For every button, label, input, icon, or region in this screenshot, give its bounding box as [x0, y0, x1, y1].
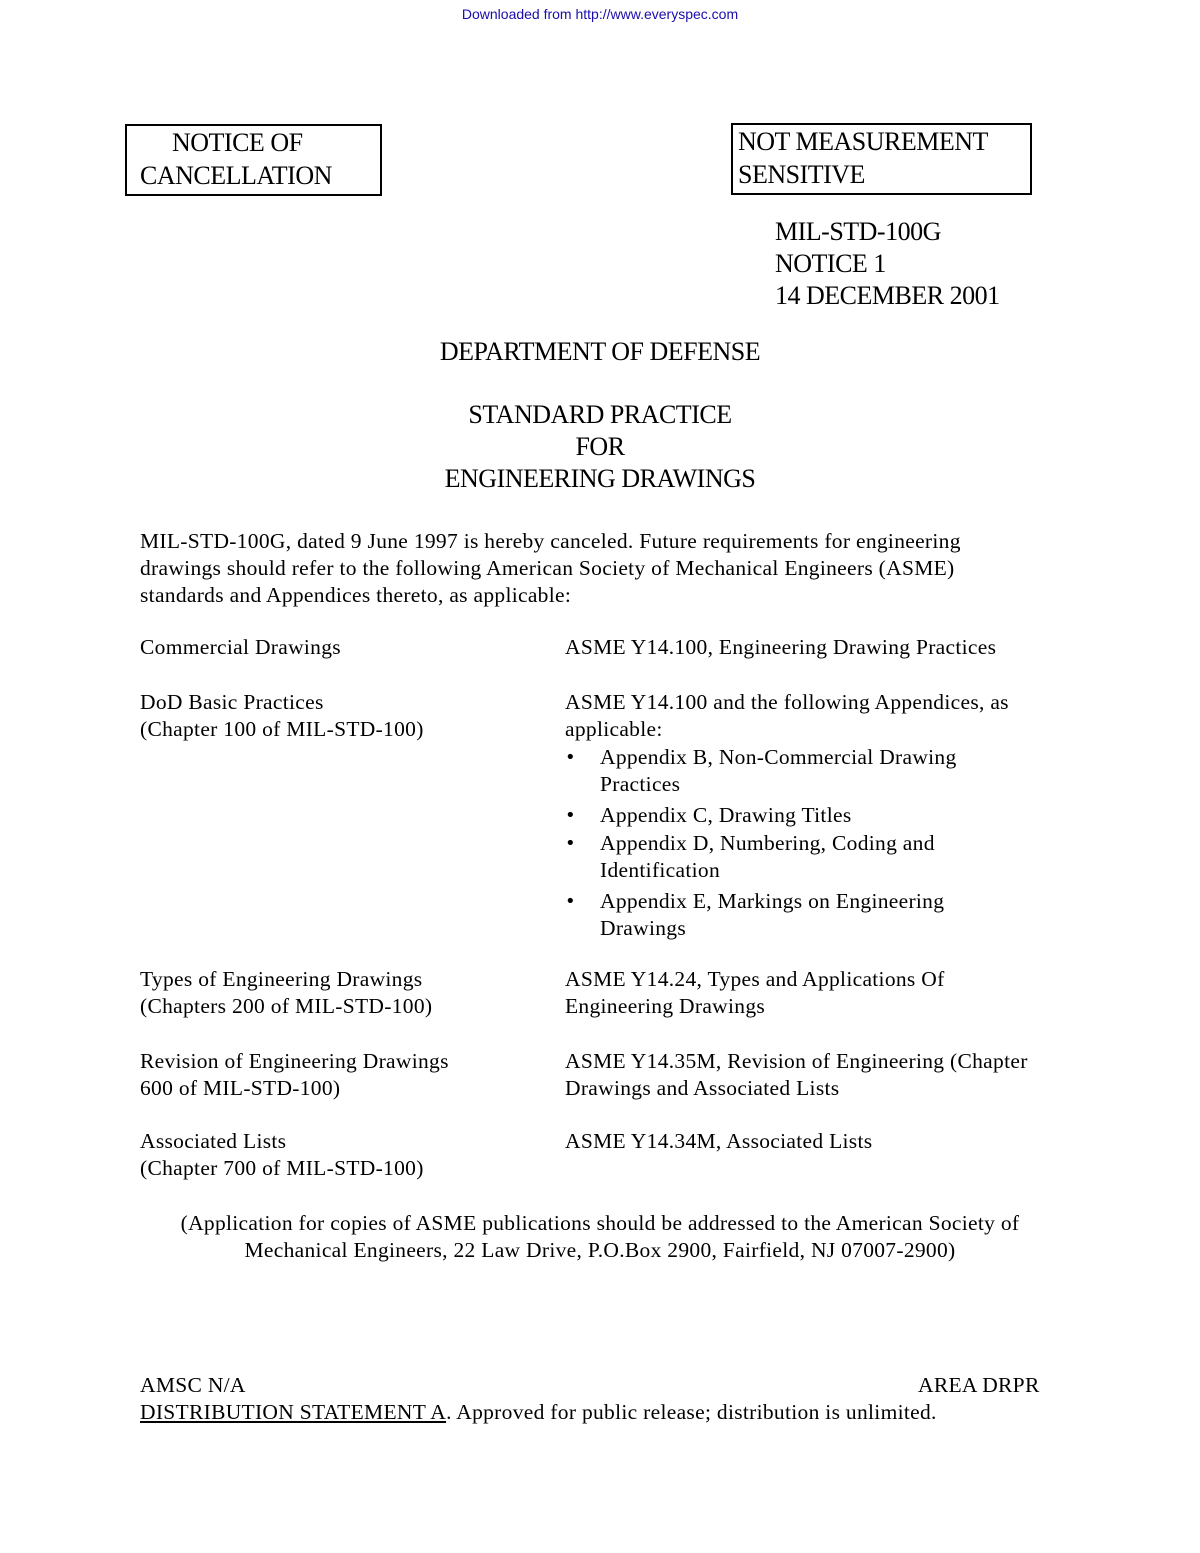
appendix-b-item	[565, 744, 957, 798]
appendix-e-item	[565, 888, 957, 942]
title-line-3: ENGINEERING DRAWINGS	[444, 464, 756, 493]
notice-number: NOTICE 1	[775, 249, 886, 278]
appendix-text: Appendix E, Markings on Engineering	[600, 889, 945, 913]
box-right-line-1: NOT MEASUREMENT	[738, 127, 988, 156]
row-standard: ASME Y14.24, Types and Applications Of	[565, 967, 945, 991]
box-left-line-2: CANCELLATION	[140, 161, 332, 190]
row-dod-basic-left	[140, 689, 424, 743]
row-commercial-left	[140, 634, 341, 661]
distribution-statement	[140, 1399, 937, 1426]
distribution-statement-text: . Approved for public release; distribution is unlimited.	[446, 1400, 937, 1424]
not-measurement-sensitive-box	[731, 123, 1032, 195]
application-note-line: Mechanical Engineers, 22 Law Drive, P.O.Box 2900, Fairfield, NJ 07007-2900)	[244, 1238, 956, 1262]
document-number: MIL-STD-100G	[775, 217, 941, 246]
title-line-2: FOR	[575, 432, 625, 461]
application-note	[0, 1210, 1200, 1264]
row-label-chapter: (Chapters 200 of MIL-STD-100)	[140, 994, 433, 1018]
department-title: DEPARTMENT OF DEFENSE	[439, 337, 761, 366]
distribution-statement-label: DISTRIBUTION STATEMENT A	[140, 1400, 447, 1424]
intro-line: standards and Appendices thereto, as applicable:	[140, 583, 572, 607]
row-standard: applicable:	[565, 717, 663, 741]
row-standard: ASME Y14.100, Engineering Drawing Practices	[565, 635, 997, 659]
row-label-chapter: 600 of MIL-STD-100)	[140, 1076, 341, 1100]
row-standard: ASME Y14.100 and the following Appendices, as	[565, 690, 1009, 714]
box-left-line-1: NOTICE OF	[172, 128, 303, 157]
document-identifier	[775, 216, 1000, 312]
appendix-text: Drawings	[600, 916, 686, 940]
row-label-chapter: (Chapter 700 of MIL-STD-100)	[140, 1156, 424, 1180]
title-line-1: STANDARD PRACTICE	[468, 400, 732, 429]
row-standard: ASME Y14.34M, Associated Lists	[565, 1129, 873, 1153]
notice-of-cancellation-box	[125, 124, 382, 196]
application-note-line: (Application for copies of ASME publications should be addressed to the American Society of	[180, 1211, 1020, 1235]
row-label: Revision of Engineering Drawings	[140, 1049, 449, 1073]
row-associated-right	[565, 1128, 872, 1155]
row-standard: Drawings and Associated Lists	[565, 1076, 840, 1100]
row-label: Types of Engineering Drawings	[140, 967, 423, 991]
intro-line: drawings should refer to the following American Society of Mechanical Engineers (ASME)	[140, 556, 955, 580]
row-revision-right	[565, 1048, 1028, 1102]
appendix-text: Identification	[600, 858, 721, 882]
amsc-number: AMSC N/A	[140, 1373, 246, 1397]
bullet-icon: •	[565, 833, 576, 854]
row-label-chapter: (Chapter 100 of MIL-STD-100)	[140, 717, 424, 741]
box-right-line-2: SENSITIVE	[738, 160, 865, 189]
row-dod-basic-right	[565, 689, 1009, 743]
row-commercial-right	[565, 634, 996, 661]
area-code: AREA DRPR	[918, 1373, 1040, 1397]
download-source-link[interactable]: Downloaded from http://www.everyspec.com	[461, 6, 739, 22]
appendix-text: Appendix B, Non-Commercial Drawing	[600, 745, 957, 769]
row-types-left	[140, 966, 432, 1020]
row-standard: ASME Y14.35M, Revision of Engineering (Chapter	[565, 1049, 1028, 1073]
bullet-icon: •	[565, 805, 576, 826]
appendix-c-item	[565, 802, 957, 829]
row-revision-left	[140, 1048, 449, 1102]
appendix-text: Appendix C, Drawing Titles	[600, 803, 852, 827]
intro-paragraph	[140, 528, 1040, 609]
row-types-right	[565, 966, 945, 1020]
bullet-icon: •	[565, 747, 576, 768]
row-associated-left	[140, 1128, 424, 1182]
intro-line: MIL-STD-100G, dated 9 June 1997 is hereby canceled. Future requirements for engineering	[140, 529, 961, 553]
row-label: DoD Basic Practices	[140, 690, 324, 714]
row-label: Associated Lists	[140, 1129, 287, 1153]
appendix-text: Practices	[600, 772, 681, 796]
appendix-list	[565, 744, 957, 942]
row-standard: Engineering Drawings	[565, 994, 766, 1018]
notice-date: 14 DECEMBER 2001	[775, 281, 1000, 310]
appendix-d-item	[565, 830, 957, 884]
bullet-icon: •	[565, 891, 576, 912]
row-label: Commercial Drawings	[140, 635, 341, 659]
appendix-text: Appendix D, Numbering, Coding and	[600, 831, 935, 855]
